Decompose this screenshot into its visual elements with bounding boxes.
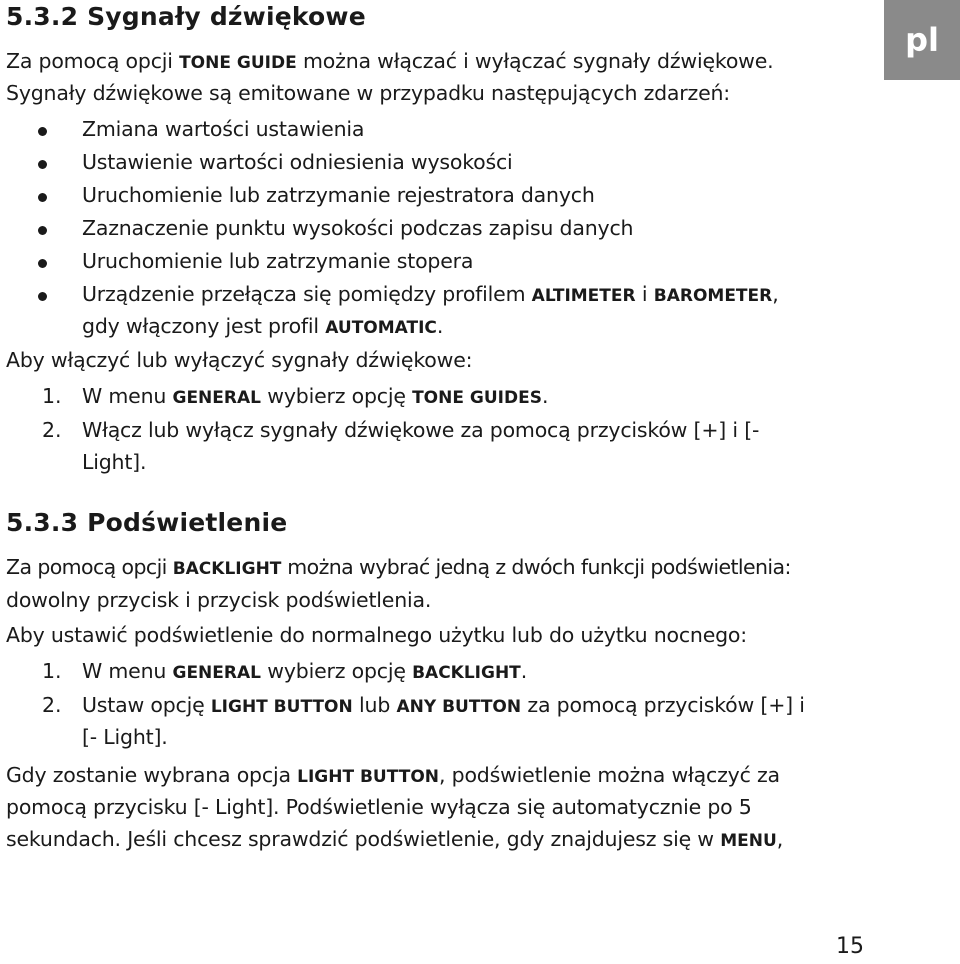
option-name: BACKLIGHT [172,559,282,579]
step-2-continuation: Light]. [82,450,147,474]
paragraph-backlight-howto: Aby ustawić podświetlenie do normalnego użytku lub do użytku nocnego: [6,623,747,647]
section-heading-backlight: 5.3.3 Podświetlenie [6,508,288,537]
list-item-continuation [82,311,443,343]
text: Za pomocą opcji [6,555,173,579]
paragraph-tone-intro [6,46,773,78]
text: Urządzenie przełącza się pomiędzy profilem [82,282,532,306]
menu-name: GENERAL [172,388,261,408]
list-item: Zmiana wartości ustawienia [82,117,365,141]
bullet-icon [38,292,47,301]
text: wybierz opcję [260,384,413,408]
menu-name: MENU [720,831,777,851]
text: i [635,282,654,306]
language-tab: pl [884,0,960,80]
list-item: Ustawienie wartości odniesienia wysokości [82,150,513,174]
paragraph-backlight-details-continuation [6,824,783,856]
text: , [772,282,779,306]
bullet-icon [38,127,47,136]
option-name: TONE GUIDES [412,388,542,408]
paragraph-backlight-details-continuation: pomocą przycisku [- Light]. Podświetlenie wyłącza się automatycznie po 5 [6,795,752,819]
list-item [82,279,779,311]
step-number: 2. [42,418,62,442]
step-1 [82,381,548,413]
text: lub [352,693,397,717]
step-number: 2. [42,693,62,717]
profile-name: AUTOMATIC [325,318,437,338]
paragraph-backlight-intro-continuation: dowolny przycisk i przycisk podświetlenia. [6,588,432,612]
step-2-continuation: [- Light]. [82,725,168,749]
paragraph-backlight-details [6,760,780,792]
step-2: Włącz lub wyłącz sygnały dźwiękowe za pomocą przycisków [+] i [- [82,418,760,442]
option-name: BACKLIGHT [412,663,521,683]
text: . [436,314,444,338]
option-name: LIGHT BUTTON [297,767,440,787]
text: Ustaw opcję [82,693,211,717]
bullet-icon [38,193,47,202]
profile-name: BAROMETER [653,286,773,306]
text: Za pomocą opcji [6,49,180,73]
text: Gdy zostanie wybrana opcja [6,763,298,787]
page-number: 15 [836,934,864,959]
text: , [776,827,784,851]
text: . [520,659,528,683]
step-1 [82,656,527,688]
bullet-icon [38,160,47,169]
text: można włączać i wyłączać sygnały dźwiękowe. [296,49,774,73]
list-item: Uruchomienie lub zatrzymanie stopera [82,249,474,273]
text: . [541,384,549,408]
step-number: 1. [42,384,62,408]
option-name: TONE GUIDE [179,53,297,73]
list-item: Uruchomienie lub zatrzymanie rejestratora danych [82,183,595,207]
bullet-icon [38,259,47,268]
text: W menu [82,384,173,408]
step-number: 1. [42,659,62,683]
text: za pomocą przycisków [+] i [521,693,805,717]
list-item: Zaznaczenie punktu wysokości podczas zapisu danych [82,216,634,240]
text: wybierz opcję [260,659,413,683]
menu-name: GENERAL [172,663,261,683]
paragraph-backlight-intro [6,552,791,584]
bullet-icon [38,226,47,235]
profile-name: ALTIMETER [531,286,636,306]
text: gdy włączony jest profil [82,314,326,338]
text: W menu [82,659,173,683]
option-name: ANY BUTTON [396,697,522,717]
section-heading-tone: 5.3.2 Sygnały dźwiękowe [6,2,366,31]
option-name: LIGHT BUTTON [210,697,353,717]
text: można wybrać jedną z dwóch funkcji podświetlenia: [281,555,791,579]
paragraph-tone-events: Sygnały dźwiękowe są emitowane w przypadku następujących zdarzeń: [6,81,730,105]
step-2 [82,690,805,722]
paragraph-tone-howto: Aby włączyć lub wyłączyć sygnały dźwiękowe: [6,348,473,372]
text: , podświetlenie można włączyć za [439,763,780,787]
text: sekundach. Jeśli chcesz sprawdzić podświetlenie, gdy znajdujesz się w [6,827,721,851]
